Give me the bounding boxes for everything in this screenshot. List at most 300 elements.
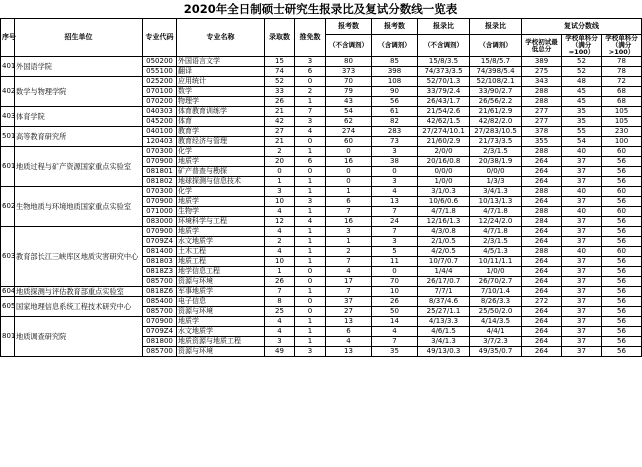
code-cell: 120403 [143, 137, 177, 147]
major-cell: 电子信息 [177, 297, 265, 307]
header-seq: 序号 [1, 19, 15, 57]
single-100-cell: 48 [562, 77, 602, 87]
single-over100-cell: 56 [602, 327, 642, 337]
total-score-cell: 355 [522, 137, 562, 147]
single-100-cell: 37 [562, 317, 602, 327]
header-exempt: 推免数 [295, 19, 326, 57]
ratio-excl-cell: 2/1/0.5 [418, 237, 470, 247]
single-over100-cell: 60 [602, 207, 642, 217]
single-over100-cell: 56 [602, 287, 642, 297]
exempt-cell: 2 [295, 87, 326, 97]
apply-excl-cell: 62 [326, 117, 372, 127]
exempt-cell: 0 [295, 297, 326, 307]
total-score-cell: 272 [522, 297, 562, 307]
apply-excl-cell: 6 [326, 197, 372, 207]
admit-cell: 4 [265, 227, 295, 237]
single-over100-cell: 56 [602, 177, 642, 187]
code-cell: 040303 [143, 107, 177, 117]
apply-incl-cell: 35 [372, 347, 418, 357]
apply-excl-cell: 70 [326, 77, 372, 87]
exempt-cell: 0 [295, 277, 326, 287]
single-100-cell: 37 [562, 167, 602, 177]
apply-incl-cell: 13 [372, 197, 418, 207]
ratio-excl-cell: 3/4/1.3 [418, 337, 470, 347]
ratio-excl-cell: 4/2/0.5 [418, 247, 470, 257]
single-100-cell: 35 [562, 107, 602, 117]
admit-cell: 12 [265, 217, 295, 227]
single-over100-cell: 56 [602, 297, 642, 307]
total-score-cell: 264 [522, 327, 562, 337]
ratio-excl-cell: 20/16/0.8 [418, 157, 470, 167]
total-score-cell: 378 [522, 127, 562, 137]
admit-cell: 4 [265, 207, 295, 217]
ratio-incl-cell: 49/35/0.7 [470, 347, 522, 357]
apply-excl-cell: 43 [326, 97, 372, 107]
admit-cell: 1 [265, 177, 295, 187]
ratio-excl-cell: 25/27/1.1 [418, 307, 470, 317]
single-100-cell: 40 [562, 187, 602, 197]
exempt-cell: 6 [295, 67, 326, 77]
single-over100-cell: 60 [602, 187, 642, 197]
apply-excl-cell: 16 [326, 157, 372, 167]
total-score-cell: 264 [522, 257, 562, 267]
code-cell: 083000 [143, 217, 177, 227]
header-apply1: 报考数 [326, 19, 372, 35]
admit-cell: 3 [265, 187, 295, 197]
apply-incl-cell: 24 [372, 217, 418, 227]
apply-excl-cell: 6 [326, 327, 372, 337]
code-cell: 071000 [143, 207, 177, 217]
ratio-excl-cell: 4/13/3.3 [418, 317, 470, 327]
ratio-excl-cell: 42/62/1.5 [418, 117, 470, 127]
major-cell: 资源与环境 [177, 307, 265, 317]
total-score-cell: 288 [522, 187, 562, 197]
ratio-incl-cell: 4/4/1 [470, 327, 522, 337]
admit-cell: 0 [265, 167, 295, 177]
single-100-cell: 37 [562, 227, 602, 237]
single-100-cell: 37 [562, 237, 602, 247]
major-cell: 地质工程 [177, 257, 265, 267]
apply-incl-cell: 70 [372, 277, 418, 287]
admit-cell: 26 [265, 97, 295, 107]
total-score-cell: 264 [522, 157, 562, 167]
major-cell: 化学 [177, 187, 265, 197]
header-ratio2: 报录比 [470, 19, 522, 35]
ratio-excl-cell: 4/6/1.5 [418, 327, 470, 337]
total-score-cell: 284 [522, 217, 562, 227]
apply-incl-cell: 14 [372, 317, 418, 327]
apply-incl-cell: 5 [372, 247, 418, 257]
seq-cell: 603 [1, 227, 15, 287]
single-over100-cell: 56 [602, 347, 642, 357]
table-row [1, 297, 642, 307]
code-cell: 070900 [143, 157, 177, 167]
single-100-cell: 45 [562, 87, 602, 97]
major-cell: 体育 [177, 117, 265, 127]
exempt-cell: 1 [295, 287, 326, 297]
total-score-cell: 264 [522, 277, 562, 287]
table-row [1, 77, 642, 87]
exempt-cell: 1 [295, 227, 326, 237]
apply-excl-cell: 37 [326, 297, 372, 307]
apply-excl-cell: 7 [326, 287, 372, 297]
apply-excl-cell: 0 [326, 147, 372, 157]
ratio-excl-cell: 21/54/2.6 [418, 107, 470, 117]
single-over100-cell: 56 [602, 217, 642, 227]
ratio-excl-cell: 49/13/0.3 [418, 347, 470, 357]
admit-cell: 21 [265, 107, 295, 117]
seq-cell: 403 [1, 107, 15, 127]
ratio-incl-cell: 12/24/2.0 [470, 217, 522, 227]
header-total: 学校初试最低总分 [522, 35, 562, 57]
apply-excl-cell: 2 [326, 247, 372, 257]
total-score-cell: 288 [522, 87, 562, 97]
code-cell: 0818Z6 [143, 287, 177, 297]
ratio-excl-cell: 1/0/0 [418, 177, 470, 187]
admit-cell: 21 [265, 137, 295, 147]
major-cell: 地质学 [177, 227, 265, 237]
exempt-cell: 1 [295, 327, 326, 337]
ratio-incl-cell: 25/50/2.0 [470, 307, 522, 317]
exempt-cell: 0 [295, 77, 326, 87]
apply-excl-cell: 373 [326, 67, 372, 77]
admit-cell: 10 [265, 257, 295, 267]
exempt-cell: 7 [295, 107, 326, 117]
ratio-incl-cell: 7/10/1.4 [470, 287, 522, 297]
seq-cell: 605 [1, 297, 15, 317]
ratio-incl-cell: 21/61/2.9 [470, 107, 522, 117]
ratio-excl-cell: 3/1/0.3 [418, 187, 470, 197]
single-100-cell: 40 [562, 247, 602, 257]
total-score-cell: 264 [522, 267, 562, 277]
ratio-incl-cell: 3/7/2.3 [470, 337, 522, 347]
unit-cell: 地质探测与评估教育部重点实验室 [15, 287, 143, 297]
table-row [1, 287, 642, 297]
unit-cell: 体育学院 [15, 107, 143, 127]
apply-excl-cell: 13 [326, 347, 372, 357]
single-over100-cell: 68 [602, 97, 642, 107]
admit-cell: 42 [265, 117, 295, 127]
single-over100-cell: 105 [602, 117, 642, 127]
ratio-incl-cell: 2/3/1.5 [470, 237, 522, 247]
ratio-excl-cell: 10/7/0.7 [418, 257, 470, 267]
major-cell: 水文地质学 [177, 327, 265, 337]
major-cell: 翻译 [177, 67, 265, 77]
major-cell: 土木工程 [177, 247, 265, 257]
single-100-cell: 37 [562, 287, 602, 297]
ratio-excl-cell: 7/7/1 [418, 287, 470, 297]
admit-cell: 20 [265, 157, 295, 167]
apply-incl-cell: 90 [372, 87, 418, 97]
single-100-cell: 40 [562, 147, 602, 157]
admit-cell: 15 [265, 57, 295, 67]
ratio-excl-cell: 27/274/10.1 [418, 127, 470, 137]
major-cell: 生物学 [177, 207, 265, 217]
major-cell: 矿产普查与勘探 [177, 167, 265, 177]
single-100-cell: 35 [562, 117, 602, 127]
apply-incl-cell: 10 [372, 287, 418, 297]
exempt-cell: 1 [295, 207, 326, 217]
single-over100-cell: 78 [602, 57, 642, 67]
admit-cell: 1 [265, 267, 295, 277]
exempt-cell: 3 [295, 197, 326, 207]
apply-excl-cell: 80 [326, 57, 372, 67]
code-cell: 040100 [143, 127, 177, 137]
ratio-excl-cell: 52/70/1.3 [418, 77, 470, 87]
apply-excl-cell: 1 [326, 187, 372, 197]
major-cell: 地质学 [177, 197, 265, 207]
code-cell: 081802 [143, 177, 177, 187]
ratio-excl-cell: 33/79/2.4 [418, 87, 470, 97]
ratio-incl-cell: 21/73/3.5 [470, 137, 522, 147]
single-100-cell: 37 [562, 197, 602, 207]
exempt-cell: 0 [295, 167, 326, 177]
ratio-incl-cell: 4/7/1.8 [470, 227, 522, 237]
single-100-cell: 37 [562, 217, 602, 227]
apply-incl-cell: 26 [372, 297, 418, 307]
exempt-cell: 6 [295, 157, 326, 167]
total-score-cell: 288 [522, 207, 562, 217]
code-cell: 085700 [143, 277, 177, 287]
exempt-cell: 1 [295, 147, 326, 157]
single-over100-cell: 56 [602, 337, 642, 347]
apply-incl-cell: 38 [372, 157, 418, 167]
single-over100-cell: 56 [602, 317, 642, 327]
single-over100-cell: 100 [602, 137, 642, 147]
header-score-group: 复试分数线 [522, 19, 642, 35]
single-100-cell: 37 [562, 157, 602, 167]
total-score-cell: 264 [522, 167, 562, 177]
header-admit: 录取数 [265, 19, 295, 57]
code-cell: 081400 [143, 247, 177, 257]
total-score-cell: 343 [522, 77, 562, 87]
apply-excl-cell: 0 [326, 177, 372, 187]
code-cell: 085400 [143, 297, 177, 307]
total-score-cell: 275 [522, 67, 562, 77]
major-cell: 教育学 [177, 127, 265, 137]
single-100-cell: 37 [562, 257, 602, 267]
ratio-incl-cell: 26/56/2.2 [470, 97, 522, 107]
major-cell: 数学 [177, 87, 265, 97]
apply-excl-cell: 54 [326, 107, 372, 117]
total-score-cell: 264 [522, 197, 562, 207]
header-apply1-sub: （不含调剂） [326, 35, 372, 57]
ratio-incl-cell: 4/14/3.5 [470, 317, 522, 327]
ratio-excl-cell: 4/3/0.8 [418, 227, 470, 237]
ratio-excl-cell: 21/60/2.9 [418, 137, 470, 147]
single-100-cell: 37 [562, 327, 602, 337]
single-over100-cell: 56 [602, 197, 642, 207]
major-cell: 教育经济与管理 [177, 137, 265, 147]
exempt-cell: 0 [295, 137, 326, 147]
single-100-cell: 37 [562, 297, 602, 307]
apply-excl-cell: 4 [326, 337, 372, 347]
total-score-cell: 389 [522, 57, 562, 67]
single-over100-cell: 60 [602, 247, 642, 257]
major-cell: 水文地质学 [177, 237, 265, 247]
total-score-cell: 264 [522, 227, 562, 237]
exempt-cell: 1 [295, 97, 326, 107]
header-apply2-sub: （含调剂） [372, 35, 418, 57]
apply-excl-cell: 79 [326, 87, 372, 97]
single-over100-cell: 56 [602, 307, 642, 317]
apply-incl-cell: 61 [372, 107, 418, 117]
admit-cell: 49 [265, 347, 295, 357]
code-cell: 0709Z4 [143, 237, 177, 247]
single-100-cell: 37 [562, 267, 602, 277]
admit-cell: 25 [265, 307, 295, 317]
seq-cell: 401 [1, 57, 15, 77]
ratio-incl-cell: 10/13/1.3 [470, 197, 522, 207]
header-ratio1: 报录比 [418, 19, 470, 35]
exempt-cell: 4 [295, 127, 326, 137]
single-100-cell: 55 [562, 127, 602, 137]
code-cell: 081803 [143, 257, 177, 267]
apply-incl-cell: 108 [372, 77, 418, 87]
major-cell: 军事地质学 [177, 287, 265, 297]
total-score-cell: 264 [522, 307, 562, 317]
seq-cell: 501 [1, 127, 15, 147]
seq-cell: 601 [1, 147, 15, 187]
exempt-cell: 1 [295, 337, 326, 347]
single-over100-cell: 56 [602, 267, 642, 277]
ratio-excl-cell: 1/4/4 [418, 267, 470, 277]
seq-cell: 604 [2, 287, 16, 295]
exempt-cell: 1 [295, 257, 326, 267]
table-row [1, 147, 642, 157]
apply-excl-cell: 274 [326, 127, 372, 137]
major-cell: 地质资源与地质工程 [177, 337, 265, 347]
single-over100-cell: 56 [602, 157, 642, 167]
unit-cell: 外国语学院 [15, 57, 143, 77]
total-score-cell: 277 [522, 107, 562, 117]
total-score-cell: 288 [522, 247, 562, 257]
admit-cell: 4 [265, 327, 295, 337]
table-row [1, 227, 642, 237]
single-over100-cell: 78 [602, 67, 642, 77]
apply-incl-cell: 3 [372, 177, 418, 187]
ratio-incl-cell: 20/38/1.9 [470, 157, 522, 167]
apply-excl-cell: 13 [326, 317, 372, 327]
admit-cell: 4 [265, 317, 295, 327]
apply-excl-cell: 27 [326, 307, 372, 317]
single-100-cell: 40 [562, 207, 602, 217]
apply-excl-cell: 0 [326, 167, 372, 177]
code-cell: 081801 [143, 167, 177, 177]
code-cell: 070200 [143, 97, 177, 107]
single-100-cell: 37 [562, 307, 602, 317]
exempt-cell: 1 [295, 247, 326, 257]
ratio-incl-cell: 26/70/2.7 [470, 277, 522, 287]
ratio-incl-cell: 4/7/1.8 [470, 207, 522, 217]
apply-incl-cell: 398 [372, 67, 418, 77]
ratio-incl-cell: 42/82/2.0 [470, 117, 522, 127]
single-over100-cell: 230 [602, 127, 642, 137]
total-score-cell: 264 [522, 337, 562, 347]
header-s100plus: 学校单科分（满分>100） [602, 35, 642, 57]
admit-cell: 26 [265, 277, 295, 287]
apply-incl-cell: 3 [372, 237, 418, 247]
exempt-cell: 3 [295, 117, 326, 127]
apply-incl-cell: 56 [372, 97, 418, 107]
exempt-cell: 4 [295, 217, 326, 227]
unit-cell: 生物地质与环境地质国家重点实验室 [15, 187, 143, 227]
admit-cell: 27 [265, 127, 295, 137]
single-100-cell: 37 [562, 177, 602, 187]
ratio-incl-cell: 4/5/1.3 [470, 247, 522, 257]
unit-cell: 教育部长江三峡库区地质灾害研究中心 [15, 227, 143, 287]
table-body [1, 57, 642, 357]
single-over100-cell: 105 [602, 107, 642, 117]
admit-cell: 4 [265, 247, 295, 257]
ratio-excl-cell: 8/37/4.6 [418, 297, 470, 307]
ratio-excl-cell: 2/0/0 [418, 147, 470, 157]
code-cell: 0709Z4 [143, 327, 177, 337]
ratio-excl-cell: 26/17/0.7 [418, 277, 470, 287]
code-cell: 055100 [143, 67, 177, 77]
code-cell: 070300 [143, 187, 177, 197]
header-major: 专业名称 [177, 19, 265, 57]
code-cell: 050200 [143, 57, 177, 67]
code-cell: 070100 [143, 87, 177, 97]
apply-incl-cell: 7 [372, 207, 418, 217]
unit-cell: 地质调查研究院 [15, 317, 143, 357]
ratio-incl-cell: 3/4/1.3 [470, 187, 522, 197]
single-over100-cell: 56 [602, 167, 642, 177]
seq-cell: 801 [1, 317, 15, 357]
major-cell: 地质学 [177, 317, 265, 327]
exempt-cell: 0 [295, 267, 326, 277]
total-score-cell: 264 [522, 287, 562, 297]
apply-incl-cell: 7 [372, 337, 418, 347]
ratio-incl-cell: 10/11/1.1 [470, 257, 522, 267]
header-s100: 学校单科分（满分=100） [562, 35, 602, 57]
code-cell: 081800 [143, 337, 177, 347]
table-row [1, 317, 642, 327]
admit-cell: 2 [265, 147, 295, 157]
table-header [1, 19, 642, 57]
major-cell: 地球探测与信息技术 [177, 177, 265, 187]
ratio-incl-cell: 74/398/5.4 [470, 67, 522, 77]
unit-cell: 地质过程与矿产资源国家重点实验室 [15, 147, 143, 187]
apply-excl-cell: 4 [326, 267, 372, 277]
ratio-incl-cell: 1/3/3 [470, 177, 522, 187]
total-score-cell: 288 [522, 97, 562, 107]
apply-incl-cell: 82 [372, 117, 418, 127]
ratio-excl-cell: 12/16/1.3 [418, 217, 470, 227]
major-cell: 地质学 [177, 157, 265, 167]
code-cell: 085700 [143, 307, 177, 317]
apply-excl-cell: 17 [326, 277, 372, 287]
single-100-cell: 54 [562, 137, 602, 147]
single-100-cell: 37 [562, 277, 602, 287]
table-row [1, 127, 642, 137]
single-over100-cell: 56 [602, 277, 642, 287]
ratio-excl-cell: 15/8/3.5 [418, 57, 470, 67]
admit-cell: 52 [265, 77, 295, 87]
apply-excl-cell: 7 [326, 207, 372, 217]
major-cell: 物理学 [177, 97, 265, 107]
apply-excl-cell: 16 [326, 217, 372, 227]
apply-excl-cell: 60 [326, 137, 372, 147]
major-cell: 资源与环境 [177, 347, 265, 357]
major-cell: 化学 [177, 147, 265, 157]
exempt-cell: 1 [295, 237, 326, 247]
major-cell: 环境科学与工程 [177, 217, 265, 227]
single-100-cell: 52 [562, 67, 602, 77]
unit-cell: 国家地理信息系统工程技术研究中心 [15, 297, 143, 317]
ratio-incl-cell: 52/108/2.1 [470, 77, 522, 87]
